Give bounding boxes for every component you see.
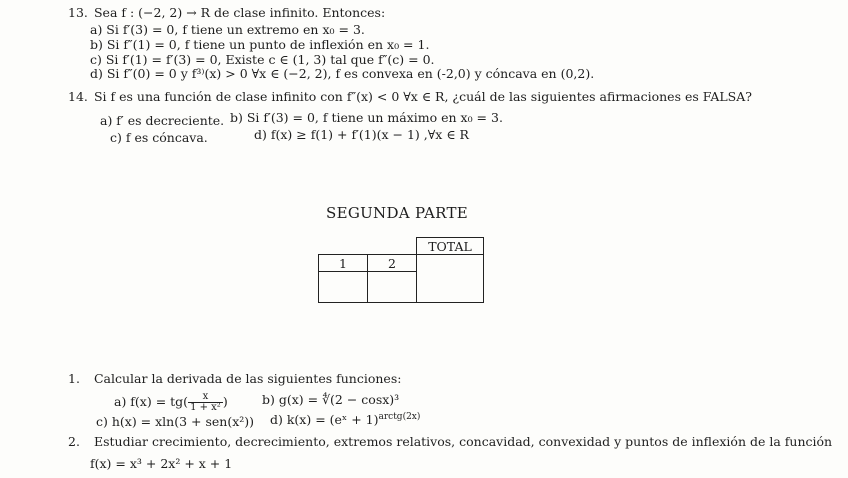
q14-option-d: d) f(x) ≥ f(1) + f′(1)(x − 1) ,∀x ∈ R (254, 127, 469, 142)
q14-option-a: a) f′ es decreciente. (100, 113, 225, 128)
q13-text: Sea f : (−2, 2) → R de clase infinito. Entonces: (93, 5, 386, 20)
score-col-1-cell[interactable] (319, 272, 368, 303)
q13-number: 13. (68, 5, 88, 20)
p1-d-exponent: arctg(2x) (378, 411, 421, 422)
section-title: SEGUNDA PARTE (326, 204, 469, 222)
q13-option-c: c) Si f′(1) = f′(3) = 0, Existe c ∈ (1, 3) tal que f″(c) = 0. (90, 52, 435, 67)
score-col-2-header: 2 (368, 255, 417, 272)
q14-option-c: c) f es cóncava. (110, 130, 208, 145)
p1-text: Calcular la derivada de las siguientes funciones: (93, 371, 402, 386)
score-blank-cell (368, 238, 417, 255)
p1-a-numerator: x (188, 392, 223, 403)
p1-option-a (114, 392, 228, 413)
q13-option-d: d) Si f″(0) = 0 y f³⁾(x) > 0 ∀x ∈ (−2, 2), f es convexa en (-2,0) y cóncava en (0,2). (90, 66, 595, 81)
p2-function: f(x) = x³ + 2x² + x + 1 (90, 456, 233, 471)
q14-option-b: b) Si f′(3) = 0, f tiene un máximo en x₀ = 3. (230, 110, 503, 125)
p1-a-fraction (188, 392, 223, 413)
score-total-cell[interactable] (417, 255, 484, 303)
q14-stem (68, 90, 752, 104)
p1-option-b: b) g(x) = ∜(2 − cosx)³ (262, 392, 400, 407)
q14-text: Si f es una función de clase infinito con f″(x) < 0 ∀x ∈ R, ¿cuál de las siguientes afirmaciones es FALSA? (93, 89, 752, 104)
score-table (318, 237, 484, 303)
p1-a-denominator: 1 + x² (190, 402, 221, 413)
p2-text: Estudiar crecimiento, decrecimiento, extremos relativos, concavidad, convexidad y puntos de inflexión de la función (93, 434, 833, 449)
p1-option-c: c) h(x) = xln(3 + sen(x²)) (96, 414, 255, 429)
p1-number: 1. (68, 371, 80, 386)
score-col-2-cell[interactable] (368, 272, 417, 303)
q13-option-b: b) Si f″(1) = 0, f tiene un punto de inflexión en x₀ = 1. (90, 37, 430, 52)
score-col-1-header: 1 (319, 255, 368, 272)
score-blank-cell (319, 238, 368, 255)
p1-d-base: d) k(x) = (eˣ + 1) (270, 412, 379, 427)
p1-a-prefix: a) f(x) = tg( (114, 394, 189, 409)
p2-number: 2. (68, 434, 80, 449)
p1-a-suffix: ) (222, 394, 228, 409)
p1-option-d (270, 413, 420, 427)
p1-stem (68, 372, 401, 386)
q13-option-a: a) Si f′(3) = 0, f tiene un extremo en x₀ = 3. (90, 22, 365, 37)
p2-stem (68, 435, 832, 449)
q13-stem (68, 6, 385, 20)
q14-number: 14. (68, 89, 88, 104)
score-total-header: TOTAL (417, 238, 484, 255)
